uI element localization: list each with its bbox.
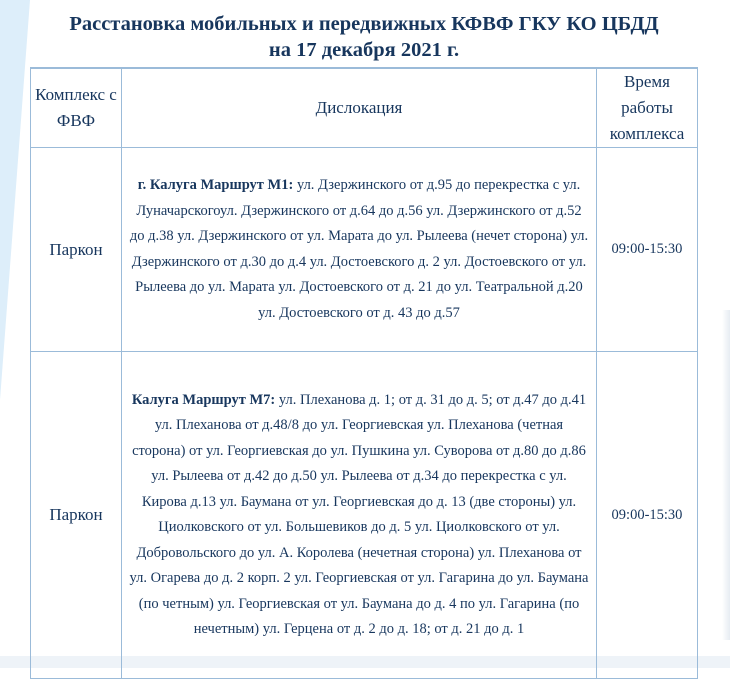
decorative-left-shape [0,0,30,400]
cell-time: 09:00-15:30 [597,148,698,352]
location-text: ул. Плеханова д. 1; от д. 31 до д. 5; от д.47 до д.41 ул. Плеханова от д.48/8 до ул. Георгиевская ул. Плеханова (четная сторона) от ул. Георгиевская до ул. Пушкина ул. Суворова от д.80 до д.86 ул. Рылеева от д.42 до д.50 ул. Рылеева от д.34 до перекрестка с ул. Кирова д.13 ул. Баумана от ул. Георгиевская до д. 13 (две стороны) ул. Циолковского от ул. Большевиков до д. 5 ул. Циолковского от ул. Добровольского до ул. А. Королева (нечетная сторона) ул. Плеханова от ул. Огарева до д. 2 корп. 2 ул. Георгиевская от ул. Гагарина до ул. Баумана (по четным) ул. Георгиевская от ул. Баумана до д. 4 по ул. Гагарина (по нечетным) ул. Герцена от д. 2 до д. 18; от д. 21 до д. 1 [129,391,589,637]
cell-complex: Паркон [31,148,122,352]
table-row [31,148,698,352]
document-title [30,5,698,68]
header-location: Дислокация [122,69,597,148]
title-line-1: Расстановка мобильных и передвижных КФВФ ГКУ КО ЦБДД [69,13,659,35]
decorative-right-shadow [722,310,730,640]
route-label: Калуга Маршрут М7: [131,391,276,408]
table-header-row [31,69,698,148]
location-text: ул. Дзержинского от д.95 до перекрестка с ул. Луначарскогоул. Дзержинского от д.64 до д.56 ул. Дзержинского от д.52 до д.38 ул. Дзержинского от ул. Марата до ул. Рылеева (нечет сторона) ул. Дзержинского от д.30 до д.4 ул. Достоевского д. 2 ул. Достоевского от ул. Рылеева до ул. Марата ул. Достоевского от д. 21 до ул. Театральной д.20 ул. Достоевского от д. 43 до д.57 [129,177,589,321]
document [30,5,698,679]
table-row [31,352,698,679]
route-label: г. Калуга Маршрут М1: [137,177,294,193]
schedule-table [30,68,698,679]
header-time: Время работы комплекса [597,69,698,148]
cell-time: 09:00-15:30 [597,352,698,679]
cell-location [122,148,597,352]
header-complex: Комплекс с ФВФ [31,69,122,148]
title-line-2: на 17 декабря 2021 г. [268,39,460,61]
cell-location [122,352,597,679]
cell-complex: Паркон [31,352,122,679]
